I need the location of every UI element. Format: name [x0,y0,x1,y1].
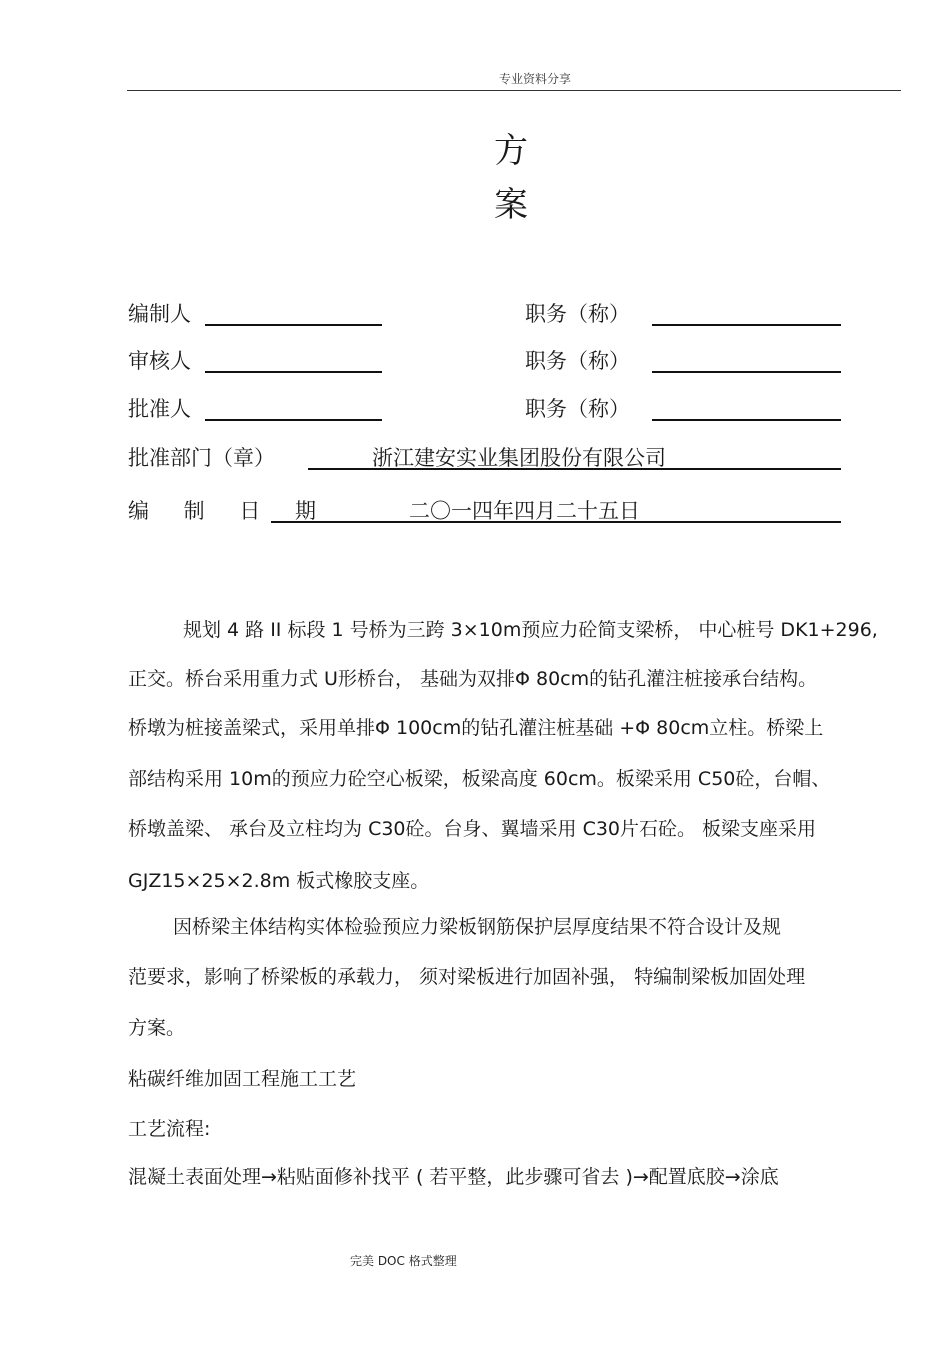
position-field-1[interactable] [652,298,841,326]
title-char-2: 案 [494,185,528,225]
section-heading: 粘碳纤维加固工程施工工艺 [128,1068,357,1090]
approver-label: 批准人 [128,397,191,421]
body-line-2: 正交。桥台采用重力式 U形桥台， 基础为双排Φ 80cm的钻孔灌注桩接承台结构。 [128,668,818,690]
body-line-6: GJZ15×25×2.8m 板式橡胶支座。 [128,870,430,892]
position-field-2[interactable] [652,345,841,373]
position-field-3[interactable] [652,393,841,421]
compiler-field[interactable] [205,298,382,326]
dept-value: 浙江建安实业集团股份有限公司 [372,446,666,470]
body-line-1: 规划 4 路 II 标段 1 号桥为三跨 3×10m预应力砼简支梁桥， 中心桩号 DK1+296, [183,619,878,641]
page-header: 专业资料分享 [498,72,571,86]
header-divider [127,90,901,91]
position-label-2: 职务（称） [525,349,630,373]
dept-label: 批准部门（章） [128,446,275,470]
form-row-dept [128,442,848,472]
body-line-7: 因桥梁主体结构实体检验预应力梁板钢筋保护层厚度结果不符合设计及规 [173,916,782,938]
body-line-4: 部结构采用 10m的预应力砼空心板梁，板梁高度 60cm。板梁采用 C50砼，台帽、 [128,768,831,790]
position-label-3: 职务（称） [525,397,630,421]
reviewer-field[interactable] [205,345,382,373]
reviewer-label: 审核人 [128,349,191,373]
body-line-8: 范要求，影响了桥梁板的承载力， 须对梁板进行加固补强， 特编制梁板加固处理 [128,966,806,988]
title-char-1: 方 [494,131,528,171]
process-steps: 混凝土表面处理→粘贴面修补找平 ( 若平整，此步骤可省去 )→配置底胶→涂底 [128,1166,779,1188]
date-value: 二〇一四年四月二十五日 [409,499,640,523]
process-label: 工艺流程: [128,1118,211,1140]
approver-field[interactable] [205,393,382,421]
body-line-3: 桥墩为桩接盖梁式，采用单排Φ 100cm的钻孔灌注桩基础 +Φ 80cm立柱。桥梁上 [128,717,824,739]
date-label: 编 制 日 期 [128,499,331,523]
compiler-label: 编制人 [128,302,191,326]
page-footer: 完美 DOC 格式整理 [350,1254,457,1268]
body-line-5: 桥墩盖梁、 承台及立柱均为 C30砼。台身、翼墙采用 C30片石砼。 板梁支座采用 [128,818,817,840]
position-label-1: 职务（称） [525,302,630,326]
form-row-date [128,495,848,525]
body-line-9: 方案。 [128,1017,186,1039]
